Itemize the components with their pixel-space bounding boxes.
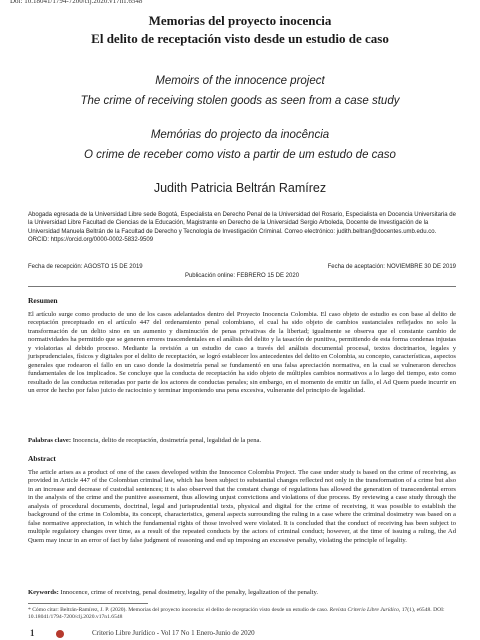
keywords-values: Innocence, crime of receiving, penal dosimetry, legality of the penalty, legalization of the penalty. [58, 589, 319, 596]
date-received: Fecha de recepción: AGOSTO 15 DE 2019 [28, 264, 143, 270]
abstract-text: The article arises as a product of one of the cases developed within the Innocence Colombia Project. The case under study is based on the crime of receiving, as provided in Article 447 of the Colombian criminal law, which has been subject to substantial changes reflected not only in the transformation of a crime but also in an increase and decrease of custodial sentences; it is also observed that the constant change of regulations has allowed the generation of transcendental errors in the analysis of the crime and the punitive assessment, thus allowing unjust convictions and violations of due process. By reviewing a case study through the analysis of procedural documents, doctrinal, legal and jurisprudential texts, physical and digital for the crime of receiving, it was possible to establish the background of the crime in Colombia, its concept, characteristics, general aspects surrounding the ruling in a case where the criminal dosimetry was based on a false normative appreciation, in which the fundamental rights of those involved were violated. It is concluded that the conduct of receiving has been subject to multiple regulatory changes over time, as a result of the repeated conducts by the actors of criminal conduct; however, at the time of issuing a ruling, the Ad Quem may incur in an error of fact by false judgment of reasoning and end up imposing an excessive penalty, violating the principle of legality. [28, 469, 456, 544]
keywords-label: Keywords: [28, 589, 59, 596]
title-portuguese-line2: O crime de receber como visto a partir de um estudo de caso [84, 149, 396, 161]
abstract-heading: Abstract [28, 454, 56, 463]
palabras-clave-label: Palabras clave: [28, 437, 72, 444]
palabras-clave-values: Inocencia, delito de receptación, dosimetría penal, legalidad de la pena. [71, 437, 262, 444]
date-published: Publicación online: FEBRERO 15 DE 2020 [184, 273, 300, 279]
title-english-line2: The crime of receiving stolen goods as seen from a case study [80, 95, 400, 107]
title-spanish-line1: Memorias del proyecto inocencia [148, 13, 332, 28]
journal-footer: Criterio Libre Jurídico - Vol 17 No 1 Enero-Junio de 2020 [92, 629, 255, 637]
page-footer [0, 630, 480, 640]
footnote-citation [28, 607, 456, 622]
footnote-text-a: * Cómo citar: Beltrán-Ramírez, J. P. (2020). Memorias del proyecto inocencia: el delito de receptación visto desde un estudio de caso. [28, 607, 330, 613]
footnote-divider [28, 603, 148, 604]
title-portuguese-line1: Memórias do projecto da inocência [150, 129, 330, 141]
footnote-journal: Revista Criterio Libre Jurídico, [329, 607, 401, 613]
resumen-text: El artículo surge como producto de uno de los casos adelantados dentro del Proyecto Inocencia Colombia. El caso objeto de estudio es con base al delito de receptación preceptuado en el artículo 447 del ordenamiento penal colombiano, el cual ha sido objeto de cambios sustanciales reflejados no solo la transformación de un delito sino en un aumento y disminución de penas privativas de la libertad; igualmente se observa que el constante cambio de normatividades ha permitido que se generen errores trascendentales en el análisis del delito y la tasación de punitiva, permitiendo de esta forma condenas injustas y violatorias al debido proceso. Mediante la revisión a un estudio de caso a través del análisis documental procesal, textos doctrinarios, legales y jurisprudenciales, físicos y digitales por el delito de receptación, se logró establecer los antecedentes del delito en Colombia, su concepto, características, aspectos generales que rodearon el fallo en un caso donde la dosimetría penal se fundamentó en una falsa apreciación normativa, en la cual se vulneraron derechos fundamentales de los implicados. Se concluye que la conducta de receptación ha sido objeto de múltiples cambios normativos a lo largo del tiempo, esto como resultado de las conductas reiteradas por parte de los actores de conductas penales; sin embargo, en el momento de emitir un fallo, el Ad Quem puede incurrir en un error de hecho por falso juicio de raciocinio y terminar imponiendo una pena excesiva, vulnerante del principio de legalidad. [28, 311, 456, 395]
date-accepted: Fecha de aceptación: NOVIEMBRE 30 DE 2019 [327, 264, 456, 270]
doi-line: Doi: 10.18041/1794-7200/clj.2020.v17n1.6548 [10, 0, 143, 5]
page-number: 1 [30, 628, 35, 638]
divider [28, 286, 456, 287]
university-logo-icon [56, 630, 64, 638]
title-english-line1: Memoirs of the innocence project [155, 75, 325, 87]
author-name: Judith Patricia Beltrán Ramírez [153, 181, 327, 195]
author-affiliation: Abogada egresada de la Universidad Libre sede Bogotá, Especialista en Derecho Penal de la Universidad del Rosario, Especialista en Docencia Universitaria de la Universidad Libre Facultad de Ciencias de la Educación, Magistrante en Derecho de la Universidad Sergio Arboleda, Docente de Investigación de la Universidad Manuela Beltrán de la Facultad de Derecho y Tecnología de Investigación Criminal. Correo electrónico: judith.beltran@docentes.umb.edu.co. ORCID: https://orcid.org/0000-0002-5832-9509 [28, 212, 456, 243]
footnote-text-b: 17(1), e6548. DOI: 10.18041/1794-7200/clj.2020.v17n1.6548 [28, 607, 445, 621]
resumen-heading: Resumen [28, 296, 58, 305]
keywords [28, 589, 456, 596]
palabras-clave [28, 437, 456, 444]
title-spanish-line2: El delito de receptación visto desde un estudio de caso [91, 31, 389, 46]
